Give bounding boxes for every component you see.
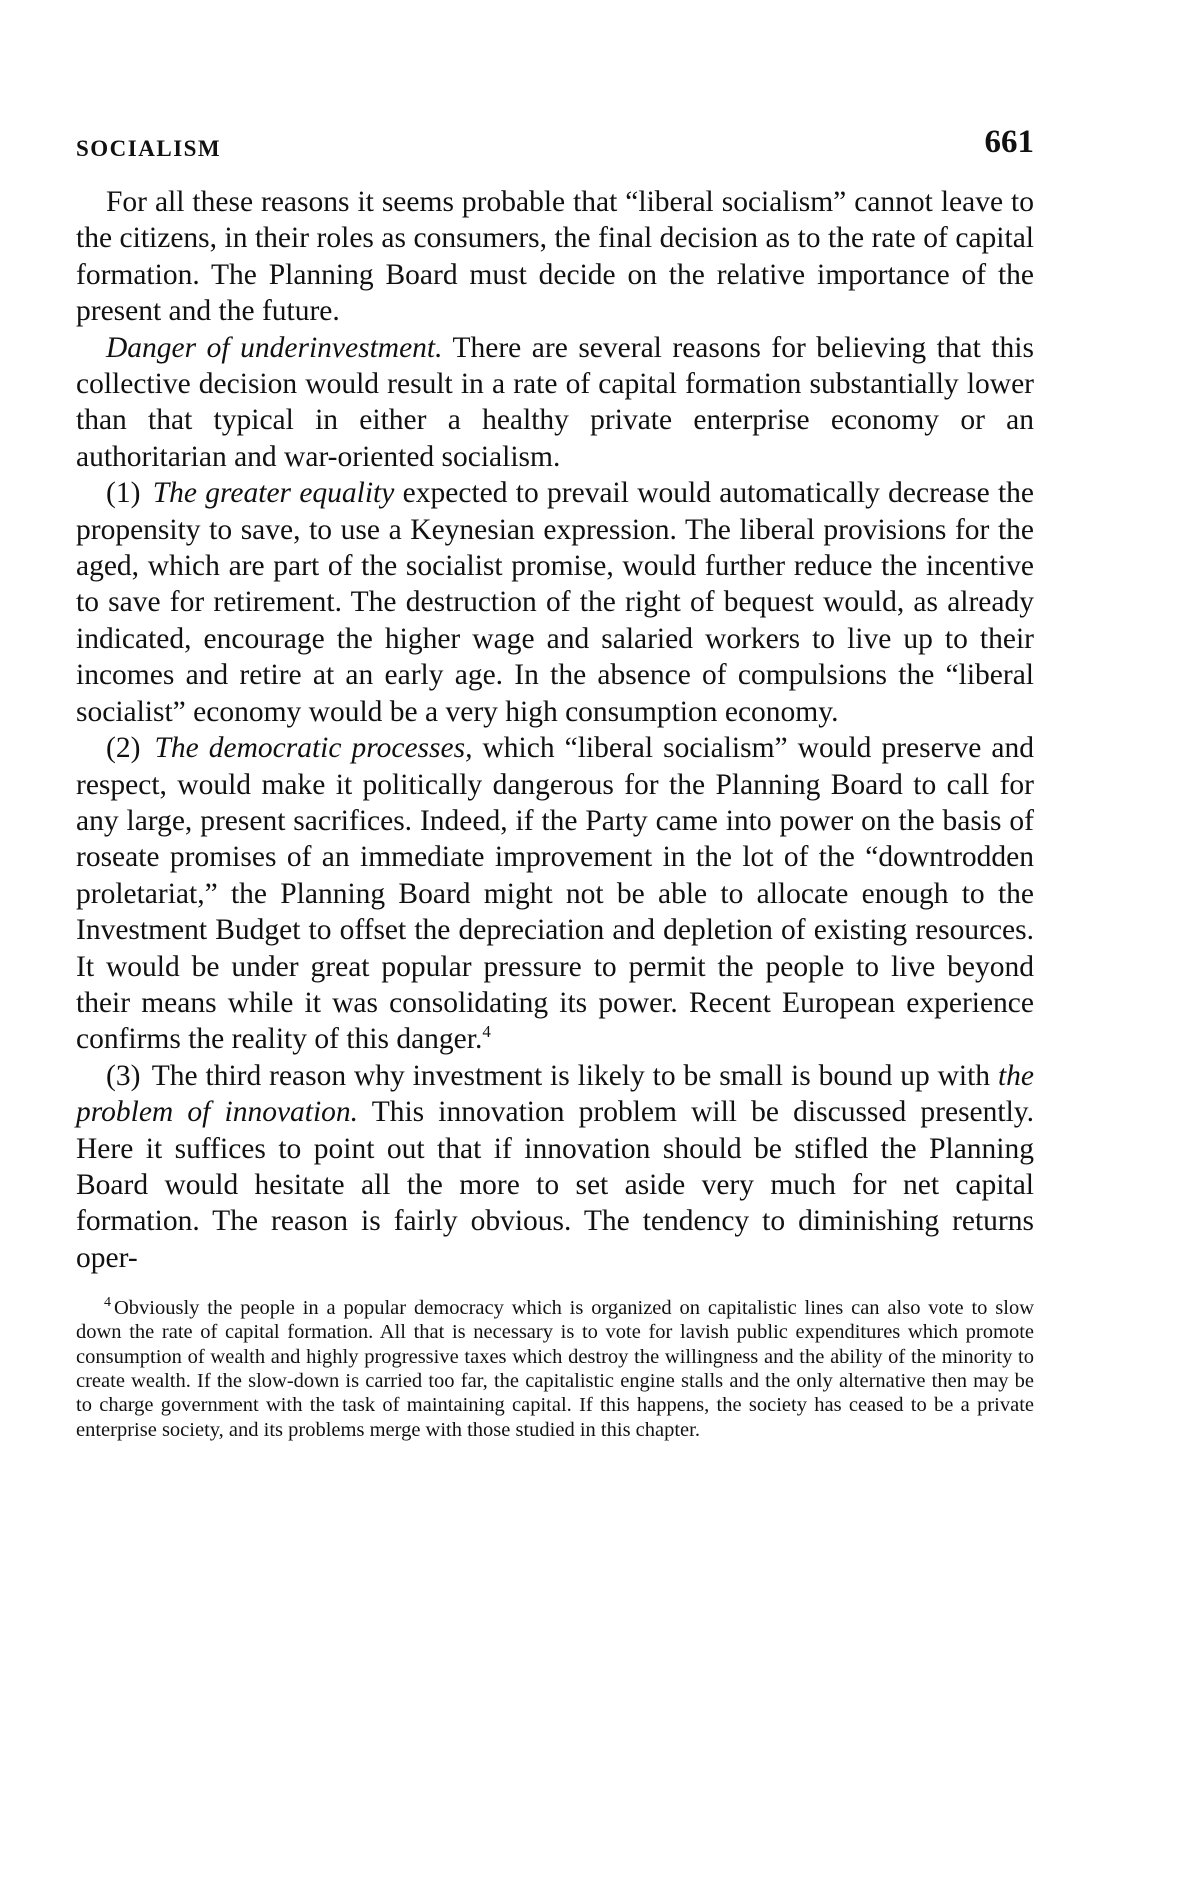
point-number: (3) <box>106 1059 141 1092</box>
section-heading: Danger of underinvestment. <box>106 331 443 364</box>
paragraph-point-2 <box>76 730 1034 1058</box>
running-title: SOCIALISM <box>76 136 222 161</box>
footnote-mark: 4 <box>104 1295 111 1311</box>
paragraph-text: This innovation problem will be discussed presently. Here it suffices to point out that if innovation should be stifled the Planning Board would hesitate all the more to set aside very much for net capital formation. The reason is fairly obvious. The tendency to diminishing returns oper- <box>76 1096 1034 1274</box>
footnote <box>76 1296 1034 1442</box>
body-text <box>76 184 1034 1276</box>
point-emphasis: The democratic processes, <box>154 732 473 765</box>
paragraph-text: The third reason why investment is likely to be small is bound up with <box>144 1059 998 1092</box>
footnotes <box>76 1296 1034 1442</box>
footnote-reference: 4 <box>482 1022 491 1042</box>
paragraph-point-1 <box>76 475 1034 730</box>
point-emphasis: The greater equality <box>152 477 395 510</box>
paragraph-text: For all these reasons it seems probable that “liberal socialism” cannot leave to the citizens, in their roles as consumers, the final decision as to the rate of capital formation. The Planning Board must decide on the relative importance of the present and the future. <box>76 186 1034 328</box>
page-number: 661 <box>984 124 1034 160</box>
paragraph-underinvestment <box>76 330 1034 476</box>
paragraph-text: There are several reasons for believing that this collective decision would result in a rate of capital formation substantially lower than that typical in either a healthy private enterprise economy or an authoritarian and war-oriented socialism. <box>76 331 1034 473</box>
paragraph-text: which “liberal socialism” would preserve and respect, would make it politically dangerous for the Planning Board to call for any large, present sacrifices. Indeed, if the Party came into power on the basis of roseate promises of an immediate improvement in the lot of the “downtrodden proletariat,” the Planning Board might not be able to allocate enough to the Investment Budget to offset the depreciation and depletion of existing resources. It would be under great popular pressure to permit the people to live beyond their means while it was consolidating its power. Recent European experience confirms the reality of this danger. <box>76 732 1034 1056</box>
running-head <box>76 122 1034 162</box>
point-emphasis: the problem of innovation. <box>76 1059 1034 1129</box>
book-page <box>76 122 1034 1442</box>
paragraph-reasons <box>76 184 1034 330</box>
paragraph-point-3 <box>76 1058 1034 1276</box>
paragraph-text: expected to prevail would automatically decrease the propensity to save, to use a Keynesian expression. The liberal provisions for the aged, which are part of the socialist promise, would further reduce the incentive to save for retirement. The destruction of the right of bequest would, as already indicated, encourage the higher wage and salaried workers to live up to their incomes and retire at an early age. In the absence of compulsions the “liberal socialist” economy would be a very high consumption economy. <box>76 477 1035 728</box>
footnote-text: Obviously the people in a popular democracy which is organized on capitalistic lines can also vote to slow down the rate of capital formation. All that is necessary is to vote for lavish public expenditures which promote consumption of wealth and highly progressive taxes which destroy the willingness and the ability of the minority to create wealth. If the slow-down is carried too far, the capitalistic engine stalls and the only alternative then may be to charge government with the task of maintaining capital. If this happens, the society has ceased to be a private enterprise society, and its problems merge with those studied in this chapter. <box>76 1297 1034 1441</box>
point-number: (2) <box>106 732 141 765</box>
point-number: (1) <box>106 477 141 510</box>
